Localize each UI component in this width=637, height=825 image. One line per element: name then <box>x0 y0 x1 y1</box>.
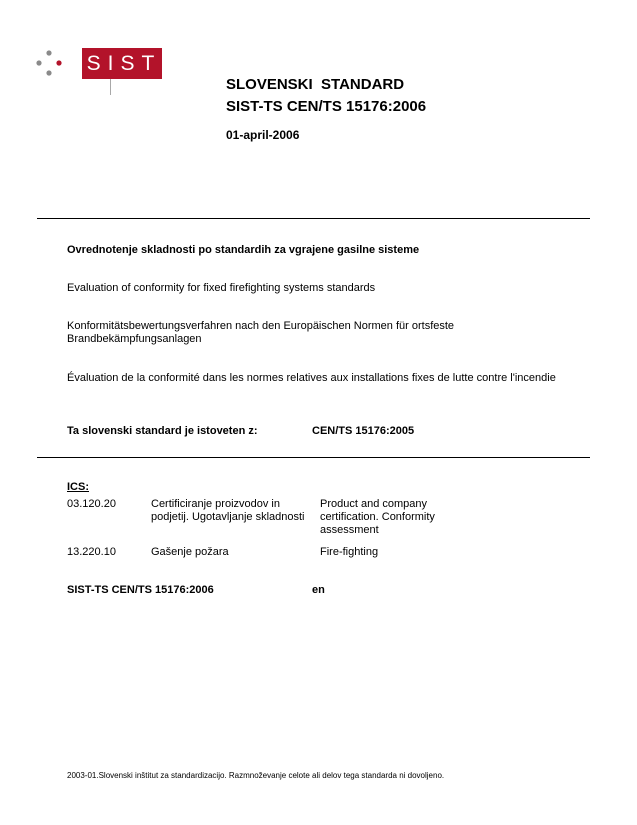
standard-code: SIST-TS CEN/TS 15176:2006 <box>226 98 427 115</box>
sist-logo <box>82 48 162 79</box>
ics-description-en: Product and company certification. Conformity assessment <box>320 498 435 536</box>
title-english: Evaluation of conformity for fixed firefighting systems standards <box>67 282 376 294</box>
ics-code: 03.120.20 <box>67 498 116 510</box>
logo-text: SIST <box>86 51 162 75</box>
title-french: Évaluation de la conformité dans les normes relatives aux installations fixes de lutte contre l'incendie <box>67 372 556 384</box>
logo-divider <box>110 79 111 95</box>
identity-label: Ta slovenski standard je istoveten z: <box>67 425 258 437</box>
identity-value: CEN/TS 15176:2005 <box>312 425 415 437</box>
ics-description-sl: Certificiranje proizvodov in podjetij. Ugotavljanje skladnosti <box>151 498 305 523</box>
ics-description-en: Fire-fighting <box>320 546 379 558</box>
ics-label: ICS: <box>67 481 89 493</box>
footer-standard-code: SIST-TS CEN/TS 15176:2006 <box>67 584 214 596</box>
middle-divider <box>37 457 590 458</box>
standard-type: SLOVENSKI STANDARD <box>226 76 405 93</box>
copyright-notice: 2003-01.Slovenski inštitut za standardizacijo. Razmnoževanje celote ali delov tega standarda ni dovoljeno. <box>67 771 445 780</box>
ics-code: 13.220.10 <box>67 546 116 558</box>
ics-description-sl: Gašenje požara <box>151 546 229 558</box>
footer-language: en <box>312 584 325 596</box>
logo-dots <box>34 48 64 88</box>
title-slovenian: Ovrednotenje skladnosti po standardih za vgrajene gasilne sisteme <box>67 244 420 256</box>
publication-date: 01-april-2006 <box>226 128 300 142</box>
title-german: Konformitätsbewertungsverfahren nach den Europäischen Normen für ortsfeste Brandbekämpfungsanlagen <box>67 320 455 345</box>
top-divider <box>37 218 590 219</box>
